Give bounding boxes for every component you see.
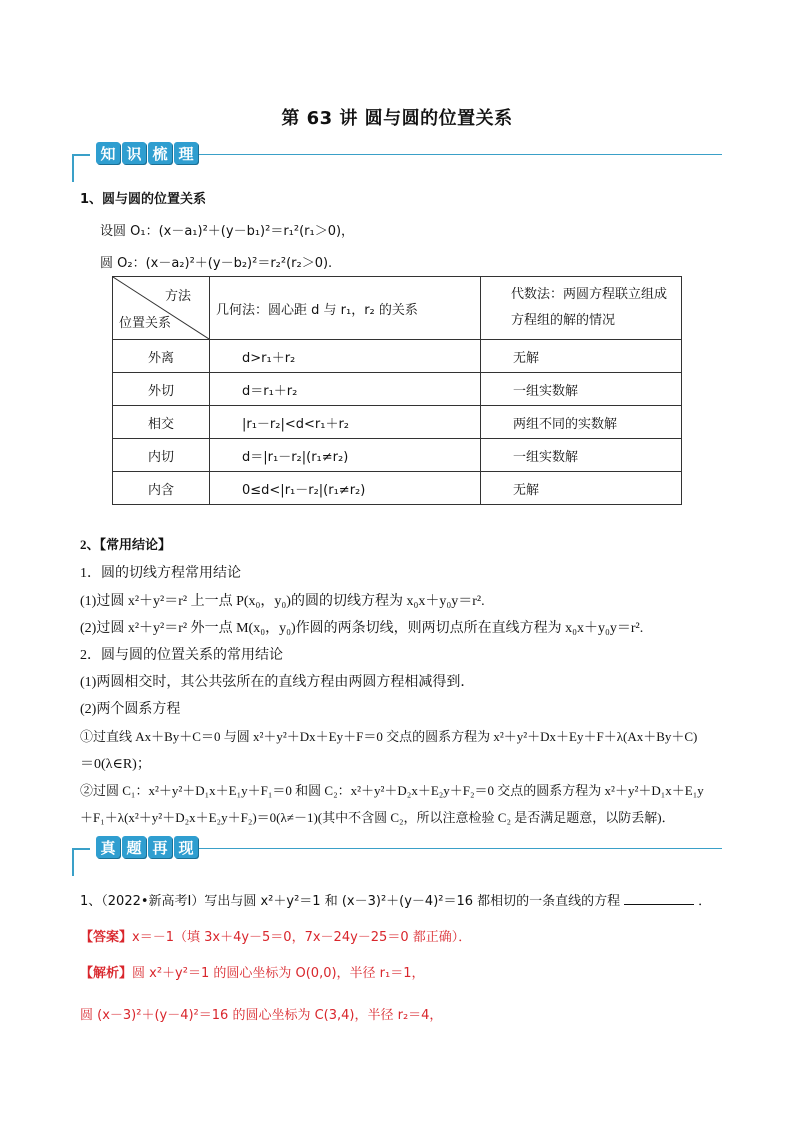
conclusion2-b: (2)两个圆系方程	[80, 702, 181, 717]
cell-algebraic: 两组不同的实数解	[481, 406, 682, 439]
conclusion2-b1-line1: ①过直线 Ax＋By＋C＝0 与圆 x²＋y²＋Dx＋Ey＋F＝0 交点的圆系方程为 x²＋y²＋Dx＋Ey＋F＋λ(Ax＋By＋C)	[80, 729, 698, 744]
diagonal-header-cell	[113, 277, 210, 340]
badge-char: 真	[96, 836, 120, 858]
section-badges	[96, 142, 198, 164]
question-end: ．	[698, 894, 712, 909]
conclusion2-title: 2．圆与圆的位置关系的常用结论	[80, 648, 283, 663]
badge-char: 再	[148, 836, 172, 858]
cell-position: 外切	[113, 373, 210, 406]
section-bracket	[72, 154, 90, 182]
section-badges	[96, 836, 198, 858]
circle1-definition: 设圆 O₁：(x－a₁)²＋(y－b₁)²＝r₁²(r₁＞0)，	[100, 224, 355, 239]
section-header-knowledge	[72, 142, 722, 182]
relation-table	[112, 276, 682, 505]
point1-heading: 1、圆与圆的位置关系	[80, 192, 207, 207]
badge-char: 现	[174, 836, 198, 858]
conclusion1-a: (1)过圆 x²＋y²＝r² 上一点 P(x₀，y₀)的圆的切线方程为 x₀x＋y₀y＝r².	[80, 594, 485, 609]
conclusion2-b2-line2: ＋F₁＋λ(x²＋y²＋D₂x＋E₂y＋F₂)＝0(λ≠－1)(其中不含圆 C₂，所以注意检验 C₂ 是否满足题意，以防丢解)．	[80, 810, 675, 825]
analysis-line-2: 圆 (x－3)²＋(y－4)²＝16 的圆心坐标为 C(3,4)，半径 r₂＝4，	[80, 1008, 443, 1023]
cell-position: 内切	[113, 439, 210, 472]
cell-algebraic: 一组实数解	[481, 439, 682, 472]
conclusion2-a: (1)两圆相交时，其公共弦所在的直线方程由两圆方程相减得到．	[80, 675, 475, 690]
cell-geometric: 0≤d<|r₁－r₂|(r₁≠r₂)	[210, 472, 481, 505]
table-row	[113, 439, 682, 472]
header-method: 方法	[164, 289, 191, 304]
cell-position: 外离	[113, 340, 210, 373]
cell-geometric: d>r₁＋r₂	[210, 340, 481, 373]
section-header-exam	[72, 836, 722, 876]
circle2-definition: 圆 O₂：(x－a₂)²＋(y－b₂)²＝r₂²(r₂＞0).	[100, 256, 333, 271]
cell-algebraic: 无解	[481, 472, 682, 505]
badge-char: 题	[122, 836, 146, 858]
answer-label: 【答案】	[80, 930, 133, 945]
cell-position: 内含	[113, 472, 210, 505]
badge-char: 识	[122, 142, 146, 164]
cell-position: 相交	[113, 406, 210, 439]
cell-geometric: d＝|r₁－r₂|(r₁≠r₂)	[210, 439, 481, 472]
badge-char: 梳	[148, 142, 172, 164]
question-text: 1、（2022•新高考Ⅰ）写出与圆 x²＋y²＝1 和 (x－3)²＋(y－4)²＝16 都相切的一条直线的方程	[80, 894, 621, 909]
badge-char: 理	[174, 142, 198, 164]
analysis-text-1: 圆 x²＋y²＝1 的圆心坐标为 O(0,0)，半径 r₁＝1，	[132, 966, 425, 981]
cell-geometric: d＝r₁＋r₂	[210, 373, 481, 406]
table-row	[113, 373, 682, 406]
table-header-row	[113, 277, 682, 340]
conclusion1-b: (2)过圆 x²＋y²＝r² 外一点 M(x₀，y₀)作圆的两条切线，则两切点所在直线方程为 x₀x＋y₀y＝r².	[80, 621, 644, 636]
conclusion2-b1-line2: ＝0(λ∈R)；	[80, 757, 151, 772]
table-row	[113, 406, 682, 439]
answer-blank	[624, 904, 694, 905]
cell-geometric: |r₁－r₂|<d<r₁＋r₂	[210, 406, 481, 439]
conclusion1-title: 1．圆的切线方程常用结论	[80, 566, 241, 581]
section-bracket	[72, 848, 90, 876]
page-title: 第 63 讲 圆与圆的位置关系	[281, 108, 513, 129]
header-position: 位置关系	[119, 316, 172, 331]
answer-line	[80, 926, 471, 945]
section-rule	[188, 848, 722, 849]
answer-text: x＝－1（填 3x＋4y－5＝0，7x－24y－25＝0 都正确）．	[132, 930, 472, 945]
cell-algebraic: 一组实数解	[481, 373, 682, 406]
header-geometric: 几何法：圆心距 d 与 r₁，r₂ 的关系	[210, 277, 481, 340]
header-algebraic: 代数法：两圆方程联立组成方程组的解的情况	[481, 277, 682, 340]
problem-question	[80, 890, 711, 909]
section-rule	[188, 154, 722, 155]
table-row	[113, 340, 682, 373]
analysis-line-1	[80, 962, 425, 981]
conclusion2-b2-line1: ②过圆 C₁：x²＋y²＋D₁x＋E₁y＋F₁＝0 和圆 C₂：x²＋y²＋D₂x＋E₂y＋F₂＝0 交点的圆系方程为 x²＋y²＋D₁x＋E₁y	[80, 783, 704, 798]
conclusions-heading: 2、【常用结论】	[80, 537, 172, 552]
analysis-label: 【解析】	[80, 966, 133, 981]
badge-char: 知	[96, 142, 120, 164]
cell-algebraic: 无解	[481, 340, 682, 373]
table-row	[113, 472, 682, 505]
